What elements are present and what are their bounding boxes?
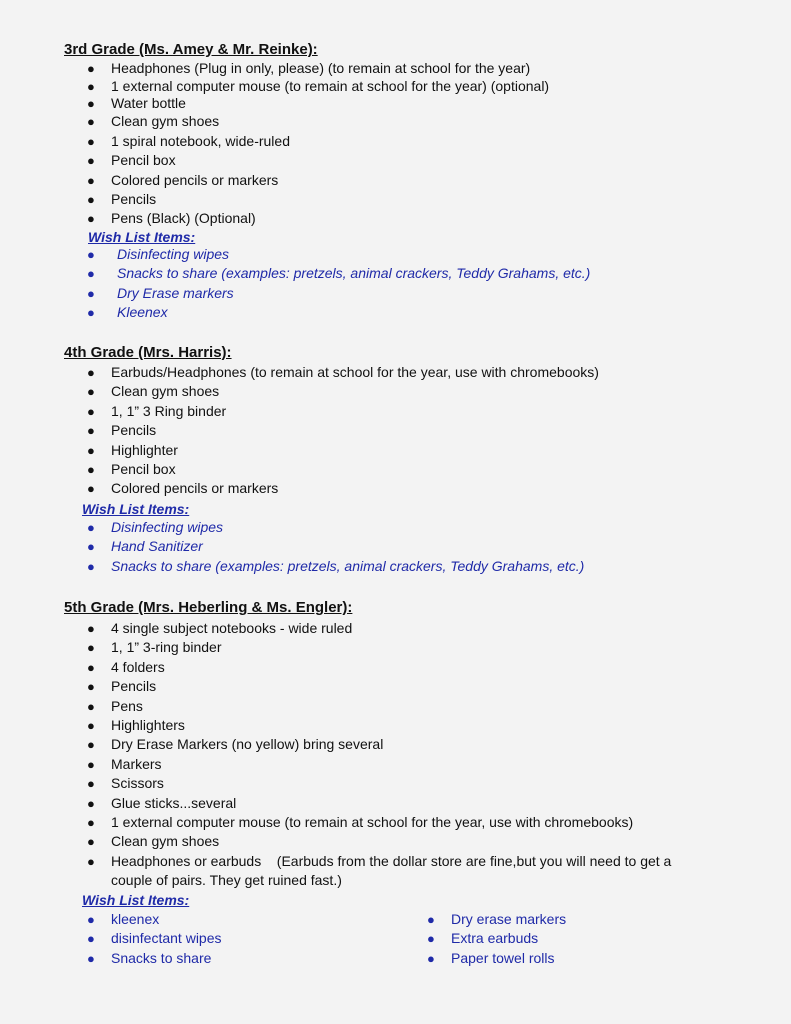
list-item: ● Headphones or earbuds (Earbuds from the dollar store are fine,but you will need to get a couple of pairs. They get ruined fast.)	[87, 852, 676, 889]
list-item: ● Colored pencils or markers	[87, 171, 549, 190]
wish-list-4th-grade	[87, 518, 584, 576]
wish-list-item: ● Hand Sanitizer	[87, 537, 584, 556]
bullet-icon: ●	[427, 912, 435, 927]
bullet-icon: ●	[87, 621, 95, 636]
wish-list-3rd-grade	[87, 245, 590, 323]
list-item: ● Pens (Black) (Optional)	[87, 209, 549, 228]
wish-list-item: ● Disinfecting wipes	[87, 245, 590, 264]
wish-list-item: ● Kleenex	[87, 303, 590, 322]
list-item: ● Pens	[87, 697, 687, 716]
list-item: ● Pencil box	[87, 460, 599, 479]
wish-list-item: ● Snacks to share	[87, 949, 222, 968]
bullet-icon: ●	[87, 266, 95, 282]
list-item: ● Pencils	[87, 190, 549, 209]
list-item: ● 4 folders	[87, 658, 687, 677]
wish-list-item: ● kleenex	[87, 910, 222, 929]
bullet-icon: ●	[87, 558, 95, 574]
bullet-icon: ●	[87, 305, 95, 321]
bullet-icon: ●	[87, 834, 95, 850]
bullet-icon: ●	[87, 114, 95, 130]
bullet-icon: ●	[87, 442, 95, 458]
bullet-icon: ●	[87, 659, 95, 675]
wish-list-item: ● Dry erase markers	[427, 910, 566, 929]
list-item: ● Scissors	[87, 774, 687, 793]
wish-list-item: ● Disinfecting wipes	[87, 518, 584, 537]
wish-list-item: ● disinfectant wipes	[87, 929, 222, 948]
list-item: ● Colored pencils or markers	[87, 479, 599, 498]
list-item: ● Clean gym shoes	[87, 832, 687, 851]
bullet-icon: ●	[87, 365, 95, 380]
wish-list-5th-grade-left	[87, 910, 222, 968]
wish-list-label-3rd-grade: Wish List Items:	[88, 229, 196, 245]
list-item: ● 1 external computer mouse (to remain at school for the year) (optional)	[87, 78, 550, 95]
bullet-icon: ●	[87, 795, 95, 811]
list-item: ● Pencils	[87, 421, 599, 440]
bullet-icon: ●	[427, 950, 435, 966]
wish-list-item: ● Snacks to share (examples: pretzels, animal crackers, Teddy Grahams, etc.)	[87, 557, 584, 576]
bullet-icon: ●	[87, 96, 95, 112]
wish-list-label-4th-grade: Wish List Items:	[82, 501, 190, 517]
bullet-icon: ●	[87, 698, 95, 714]
list-item: ● 1, 1” 3 Ring binder	[87, 402, 599, 421]
wish-list-item: ● Dry Erase markers	[87, 284, 590, 303]
wish-list-item: ● Snacks to share (examples: pretzels, animal crackers, Teddy Grahams, etc.)	[87, 264, 590, 283]
bullet-icon: ●	[87, 931, 95, 947]
wish-list-5th-grade-right	[427, 910, 566, 968]
bullet-icon: ●	[427, 931, 435, 947]
bullet-icon: ●	[87, 520, 95, 535]
bullet-icon: ●	[87, 172, 95, 188]
section-heading-3rd-grade: 3rd Grade (Ms. Amey & Mr. Reinke):	[64, 41, 318, 58]
list-item: ● 1, 1” 3-ring binder	[87, 638, 687, 657]
list-item: ● Dry Erase Markers (no yellow) bring several	[87, 735, 687, 754]
list-item: ● Markers	[87, 755, 687, 774]
bullet-icon: ●	[87, 718, 95, 734]
list-item: ● Water bottle	[87, 95, 186, 112]
bullet-icon: ●	[87, 247, 95, 262]
bullet-icon: ●	[87, 79, 95, 95]
bullet-icon: ●	[87, 737, 95, 753]
wish-list-label-5th-grade: Wish List Items:	[82, 892, 190, 908]
section-heading-5th-grade: 5th Grade (Mrs. Heberling & Ms. Engler):	[64, 599, 353, 616]
list-item: ● Earbuds/Headphones (to remain at school for the year, use with chromebooks)	[87, 363, 599, 382]
bullet-icon: ●	[87, 285, 95, 301]
bullet-icon: ●	[87, 539, 95, 555]
list-item: ● Pencil box	[87, 151, 549, 170]
list-item: ● 4 single subject notebooks - wide ruled	[87, 619, 687, 638]
bullet-icon: ●	[87, 776, 95, 792]
bullet-icon: ●	[87, 462, 95, 478]
list-item: ● Clean gym shoes	[87, 112, 549, 131]
bullet-icon: ●	[87, 133, 95, 149]
bullet-icon: ●	[87, 853, 95, 869]
supply-list-5th-grade	[87, 619, 687, 891]
list-item: ● Highlighters	[87, 716, 687, 735]
list-item: ● 1 spiral notebook, wide-ruled	[87, 132, 549, 151]
list-item: ● Highlighter	[87, 441, 599, 460]
list-item: ● Clean gym shoes	[87, 382, 599, 401]
bullet-icon: ●	[87, 756, 95, 772]
bullet-icon: ●	[87, 153, 95, 169]
bullet-icon: ●	[87, 384, 95, 400]
supply-list-4th-grade	[87, 363, 599, 499]
bullet-icon: ●	[87, 192, 95, 208]
bullet-icon: ●	[87, 61, 95, 76]
bullet-icon: ●	[87, 640, 95, 656]
list-item: ● Glue sticks...several	[87, 794, 687, 813]
section-heading-4th-grade: 4th Grade (Mrs. Harris):	[64, 344, 232, 361]
bullet-icon: ●	[87, 403, 95, 419]
wish-list-item: ● Paper towel rolls	[427, 949, 566, 968]
bullet-icon: ●	[87, 423, 95, 439]
wish-list-item: ● Extra earbuds	[427, 929, 566, 948]
supply-list-3rd-grade	[87, 59, 549, 229]
list-item: ● 1 external computer mouse (to remain at school for the year, use with chromebooks)	[87, 813, 687, 832]
list-item: ● Headphones (Plug in only, please) (to remain at school for the year)	[87, 59, 549, 78]
list-item: ● Pencils	[87, 677, 687, 696]
bullet-icon: ●	[87, 679, 95, 695]
bullet-icon: ●	[87, 481, 95, 497]
bullet-icon: ●	[87, 950, 95, 966]
bullet-icon: ●	[87, 815, 95, 831]
bullet-icon: ●	[87, 211, 95, 227]
bullet-icon: ●	[87, 912, 95, 927]
